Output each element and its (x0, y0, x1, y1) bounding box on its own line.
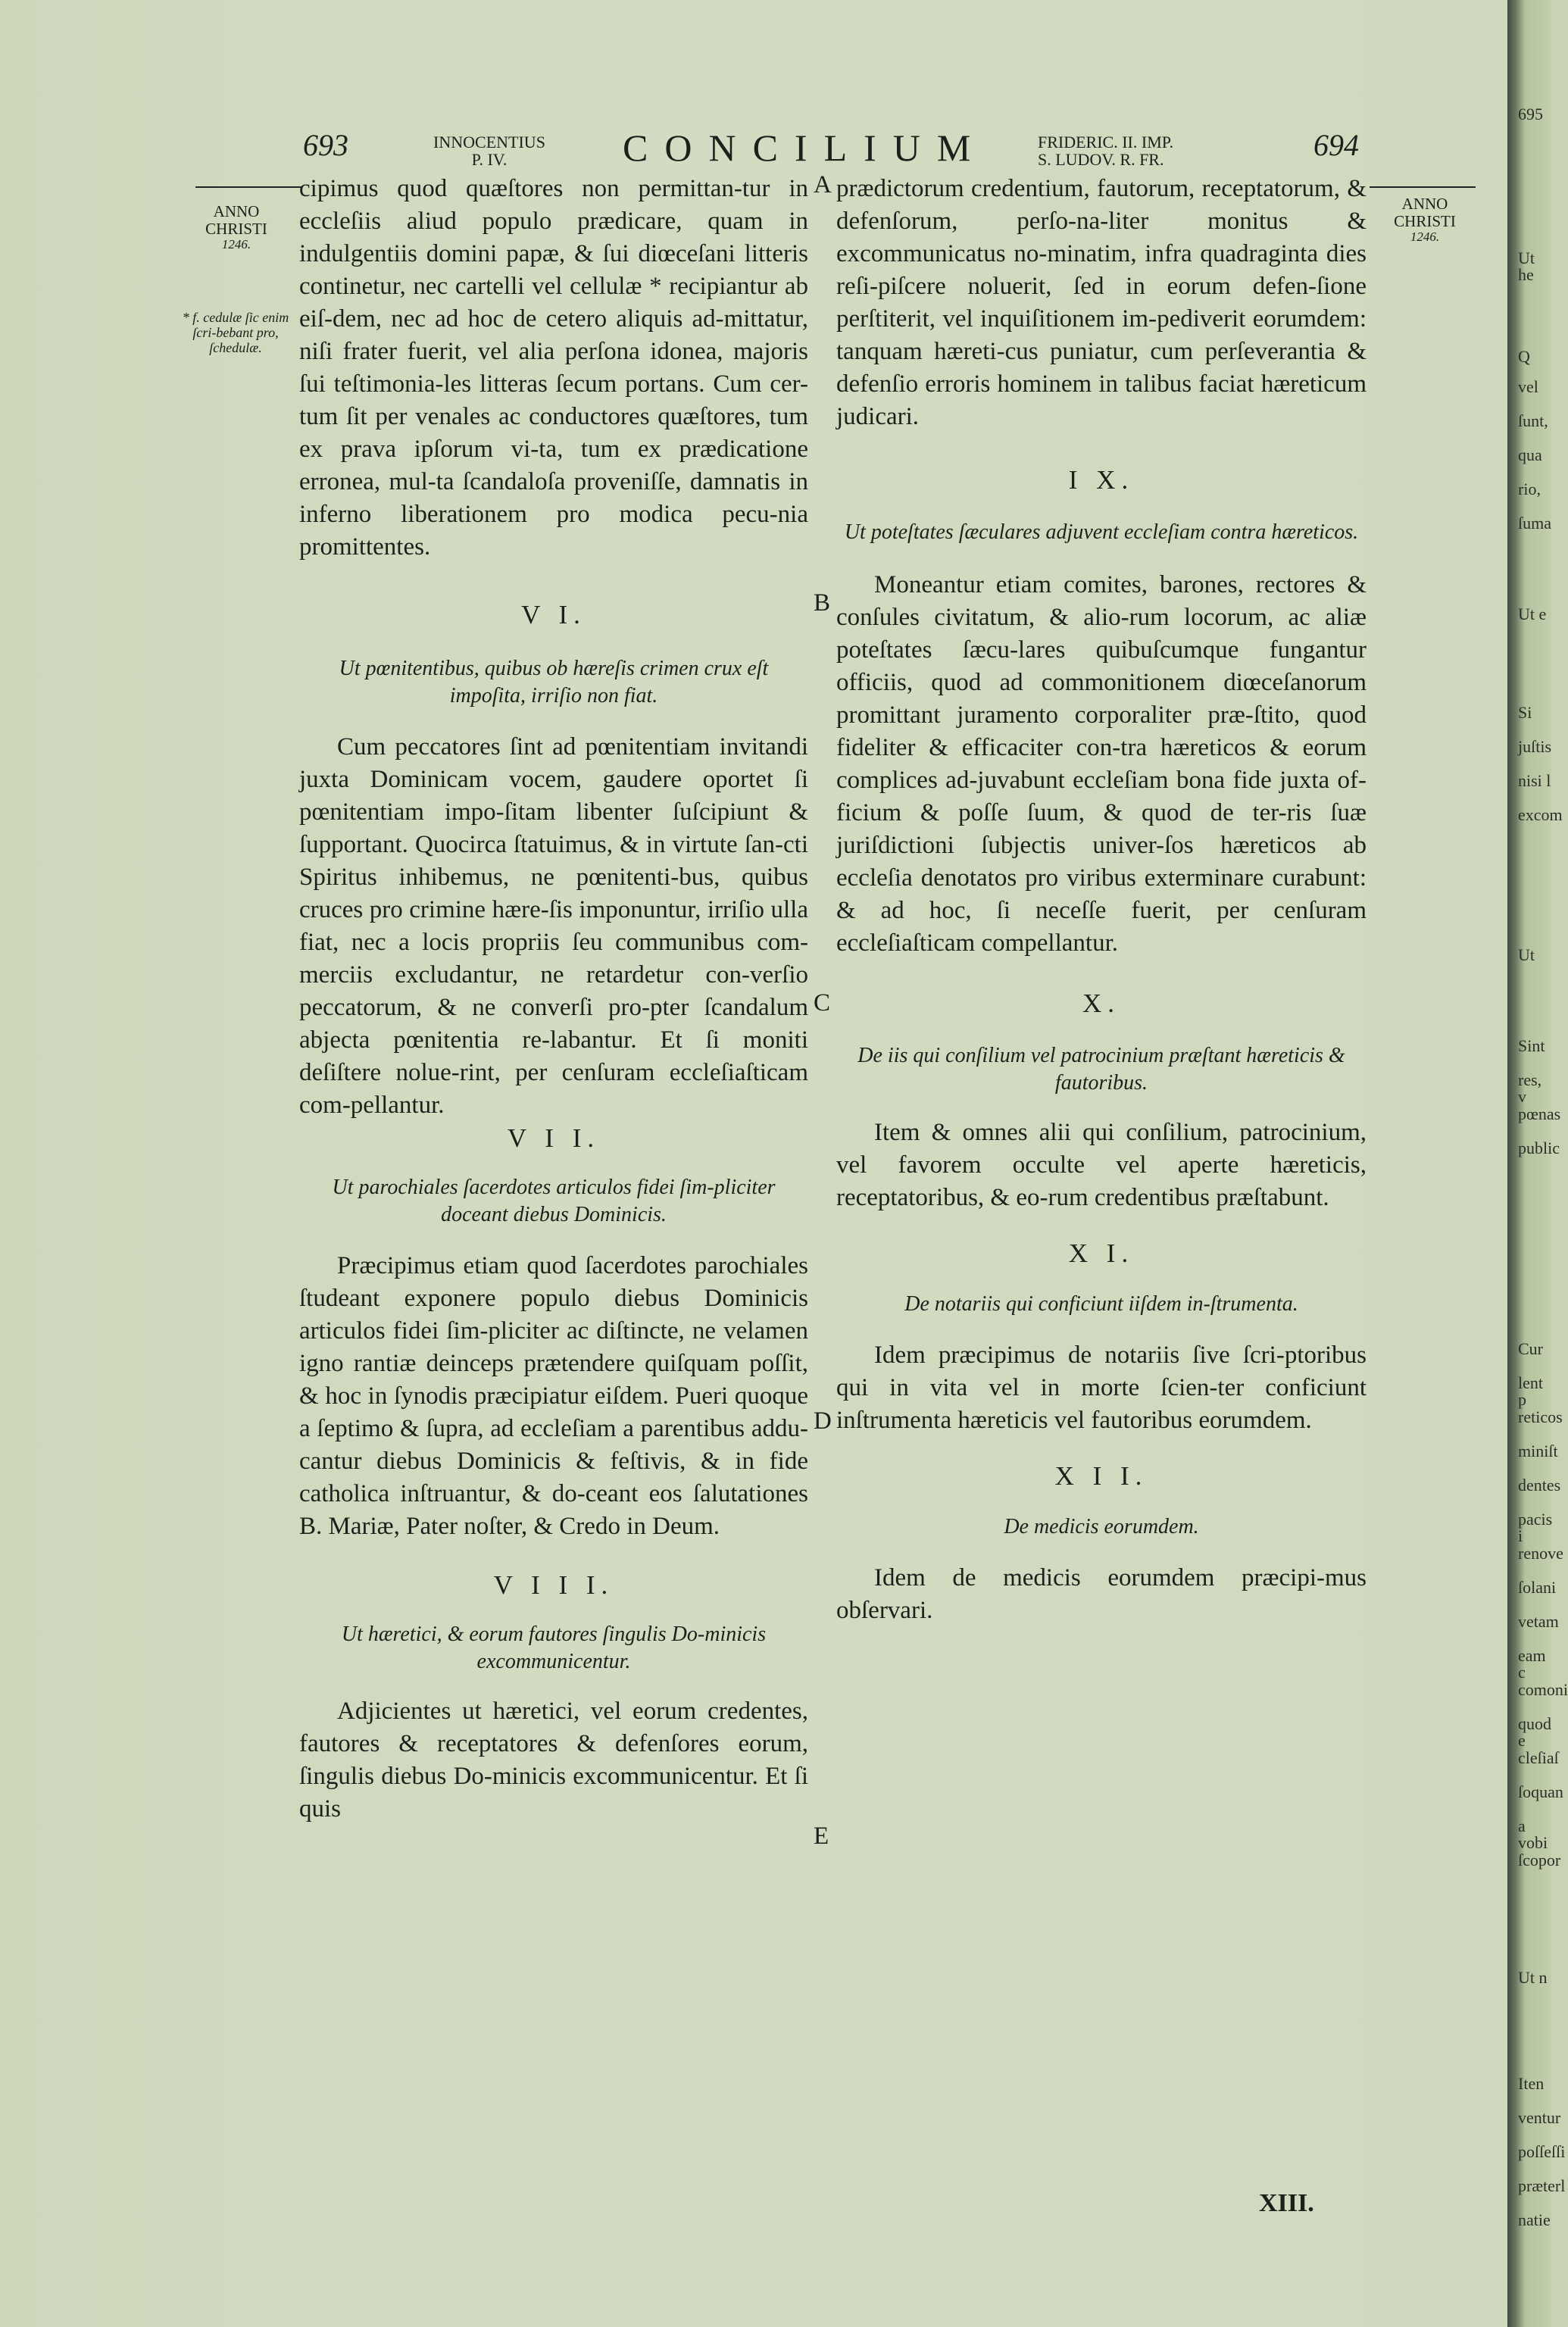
next-page-fragment: dentes (1518, 1476, 1561, 1495)
running-head-left (421, 133, 558, 168)
rubric-vii: Ut parochiales ſacerdotes articulos fidei ſim-pliciter doceant diebus Dominicis. (332, 1176, 776, 1226)
next-page-fragment: pœnas (1518, 1104, 1561, 1123)
next-page-fragment: Ut e (1518, 604, 1547, 623)
rubric-xi: De notariis qui conficiunt iiſdem in-ſtrumenta. (904, 1292, 1298, 1316)
next-page-fragment: Sint (1518, 1036, 1545, 1055)
next-page-fragment: ventur (1518, 2108, 1561, 2127)
section-heading-vii: V I I. (507, 1123, 601, 1153)
next-page-fragment: res, v (1518, 1070, 1542, 1106)
margin-rule-right (1370, 186, 1476, 188)
next-page-fragment: a vobi (1518, 1816, 1548, 1852)
running-head-left-line-1: INNOCENTIUS (433, 133, 545, 151)
running-head-right-line-1: FRIDERIC. II. IMP. (1038, 133, 1174, 151)
next-page-fragment: renove (1518, 1544, 1563, 1563)
next-page-fragment: juſtis (1518, 737, 1552, 756)
section-heading-xii: X I I. (1054, 1461, 1148, 1491)
section-letter-e: E (814, 1823, 829, 1850)
next-page-fragment: ſunt, (1518, 411, 1548, 430)
margin-year-left: 1246. (221, 237, 251, 252)
margin-note-schedula: * f. cedulæ ſic enim ſcri-bebant pro, ſchedulæ. (182, 310, 289, 355)
next-page-fragment: ſuma (1518, 514, 1551, 533)
next-page-fragment: reticos (1518, 1407, 1563, 1426)
next-page-fragment: nisi l (1518, 771, 1551, 790)
margin-rule-left (195, 186, 301, 188)
next-page-fragment: ſoquan (1518, 1782, 1563, 1801)
paragraph-vi: Cum peccatores ſint ad pœnitentiam invitandi juxta Dominicam vocem, gaudere oportet ſi pœnitentiam impo-ſitam libenter ſuſcipiunt & ſupportant. Quocirca ſtatuimus, & in virtute ſan-cti Spiritus inhibemus, ne pœnitenti-bus, quibus cruces pro crimine hære-ſis imponuntur, irriſio ulla fiat, nec a locis propriis ſeu communibus com-merciis excludantur, ne retardetur con-verſio peccatorum, & ne converſi pro-pter ſcandalum abjecta pœnitentia re-labantur. Et ſi moniti deſiſtere nolue-rint, per cenſuram eccleſiaſticam com-pellantur. (299, 733, 808, 1119)
running-head-right-line-2: S. LUDOV. R. FR. (1038, 150, 1164, 170)
section-heading-vi: V I. (521, 600, 586, 629)
next-page-edge (1507, 0, 1568, 2327)
margin-anno-left (191, 203, 282, 252)
paragraph-viii: Adjicientes ut hæretici, vel eorum credentes, fautores & receptatores & defenſores eorum, ſingulis diebus Do-minicis excommunicentur. Et ſi quis (299, 1698, 808, 1823)
next-page-fragment: Iten (1518, 2074, 1545, 2093)
paragraph-xii: Idem de medicis eorumdem præcipi-mus obſervari. (836, 1564, 1367, 1624)
margin-anno-left-line-1: ANNO (213, 202, 260, 220)
next-page-fragment: 695 (1518, 105, 1543, 123)
next-page-fragment: vel (1518, 377, 1538, 396)
right-column (836, 173, 1367, 1627)
next-page-fragment: pacis i (1518, 1510, 1553, 1545)
next-page-fragment: Si (1518, 703, 1532, 722)
section-letter-d: D (814, 1407, 832, 1435)
section-heading-xi: X I. (1068, 1238, 1135, 1268)
next-page-fragment: Ut n (1518, 1968, 1548, 1987)
paragraph-x: Item & omnes alii qui conſilium, patrocinium, vel favorem occulte vel aperte hæreticis, receptatoribus, & eo-rum credentibus præſtabunt. (836, 1119, 1367, 1211)
next-page-fragment: lent p (1518, 1373, 1543, 1409)
margin-year-right: 1246. (1410, 230, 1440, 245)
next-page-fragment: comoni (1518, 1680, 1568, 1699)
margin-anno-right (1376, 195, 1474, 245)
next-page-fragment: præterl (1518, 2176, 1566, 2195)
paragraph-vii: Præcipimus etiam quod ſacerdotes parochiales ſtudeant exponere populo diebus Dominicis articulos fidei ſim-pliciter ac diſtincte, ne velamen igno rantiæ deinceps prætendere quiſquam poſſit, & hoc in ſynodis præcipiatur eiſdem. Pueri quoque a ſeptimo & ſupra, ad eccleſiam a parentibus addu-cantur diebus Dominicis & feſtivis, & in fide catholica inſtruantur, & do-ceant eos ſalutationes B. Mariæ, Pater noſter, & Credo in Deum. (299, 1252, 808, 1540)
margin-anno-left-line-2: CHRISTI (205, 220, 267, 239)
page-number-left: 693 (303, 128, 348, 162)
next-page-fragment: public (1518, 1139, 1560, 1157)
next-page-fragment: vetam (1518, 1612, 1559, 1631)
next-page-fragment: ſolani (1518, 1578, 1557, 1597)
next-page-fragment: qua (1518, 445, 1542, 464)
running-head-right (1038, 133, 1227, 168)
rubric-ix: Ut poteſtates ſæculares adjuvent eccleſiam contra hæreticos. (844, 520, 1359, 544)
next-page-fragment: excom (1518, 805, 1563, 824)
next-page-fragment: quod e (1518, 1714, 1551, 1750)
rubric-x: De iis qui conſilium vel patrocinium præſtant hæreticis & fautoribus. (857, 1044, 1345, 1095)
rubric-xii: De medicis eorumdem. (1004, 1515, 1199, 1538)
margin-anno-right-line-2: CHRISTI (1394, 212, 1456, 231)
next-page-fragment: rio, (1518, 479, 1541, 498)
next-page-fragment: poſſeſſi (1518, 2142, 1566, 2161)
next-page-fragment: Ut he (1518, 248, 1535, 284)
page-title: CONCILIUM (623, 127, 988, 169)
next-page-fragment: Ut (1518, 945, 1535, 964)
catchword: XIII. (1259, 2189, 1314, 2217)
next-page-fragment: natie (1518, 2210, 1551, 2229)
next-page-fragment: ſcopor (1518, 1851, 1561, 1869)
next-page-fragment: cleſiaſ (1518, 1748, 1559, 1767)
rubric-vi: Ut pœnitentibus, quibus ob hæreſis crimen crux eſt impoſita, irriſio non fiat. (339, 657, 769, 707)
section-letter-a: A (814, 171, 832, 198)
next-page-fragment: eam c (1518, 1646, 1546, 1682)
left-intro-paragraph: cipimus quod quæſtores non permittan-tur in eccleſiis aliud populo prædicare, quam in indulgentiis domini papæ, & ſui diœceſani litteris continetur, nec cartelli vel cellulæ * recipiantur ab eiſ-dem, nec ad hoc de cetero aliquis ad-mittatur, niſi frater fuerit, vel alia perſona idonea, majoris ſui teſtimonia-les litteras ſecum portans. Cum cer-tum ſit per venales ac conductores quæſtores, tum ex prava ipſorum vi-ta, tum ex prædicatione erronea, mul-ta ſcandaloſa proveniſſe, damnatis in inferno liberationem pro modica pecu-nia promittentes. (299, 175, 808, 561)
next-page-fragment: miniſt (1518, 1441, 1558, 1460)
next-page-fragment: Cur (1518, 1339, 1543, 1358)
section-heading-x: X. (1082, 989, 1121, 1018)
margin-anno-right-line-1: ANNO (1401, 195, 1448, 213)
paragraph-ix: Moneantur etiam comites, barones, rectores & conſules civitatum, & alio-rum locorum, ac aliæ poteſtates ſæcu-lares quibuſcumque fungantur officiis, quod ad commonitionem diœceſanorum promittant juramento corporaliter præ-ſtito, quod fideliter & efficaciter con-tra hæreticos & eorum complices ad-juvabunt eccleſiam bona fide juxta of-ficium & poſſe ſuum, & quod de ter-ris ſuæ juriſdictioni ſubjectis univer-ſos hæreticos ab eccleſia denotatos pro viribus exterminare curabunt: & ad hoc, ſi neceſſe fuerit, per cenſuram eccleſiaſticam compellantur. (836, 571, 1367, 957)
section-letter-c: C (814, 989, 831, 1017)
section-heading-viii: V I I I. (493, 1570, 614, 1600)
paragraph-xi: Idem præcipimus de notariis ſive ſcri-ptoribus qui in vita vel in morte ſcien-ter conficiunt inſtrumenta hæreticis vel fautoribus eorumdem. (836, 1342, 1367, 1434)
section-letter-b: B (814, 589, 831, 617)
right-intro-paragraph: prædictorum credentium, fautorum, receptatorum, & defenſorum, perſo-na-liter monitus & excommunicatus no-minatim, infra quadraginta dies reſi-piſcere noluerit, ſed in eorum defen-ſione perſtiterit, vel inquiſitionem im-pediverit eorumdem: tanquam hæreti-cus puniatur, cum perſeverantia & defenſio erroris hominem in talibus faciat hæreticum judicari. (836, 175, 1367, 430)
left-column (299, 173, 808, 1826)
next-page-fragment: Q (1518, 347, 1530, 366)
section-heading-ix: I X. (1068, 465, 1135, 495)
page-number-right: 694 (1313, 128, 1359, 162)
rubric-viii: Ut hæretici, & eorum fautores ſingulis Do-minicis excommunicentur. (341, 1623, 767, 1673)
running-head-left-line-2: P. IV. (471, 150, 508, 170)
